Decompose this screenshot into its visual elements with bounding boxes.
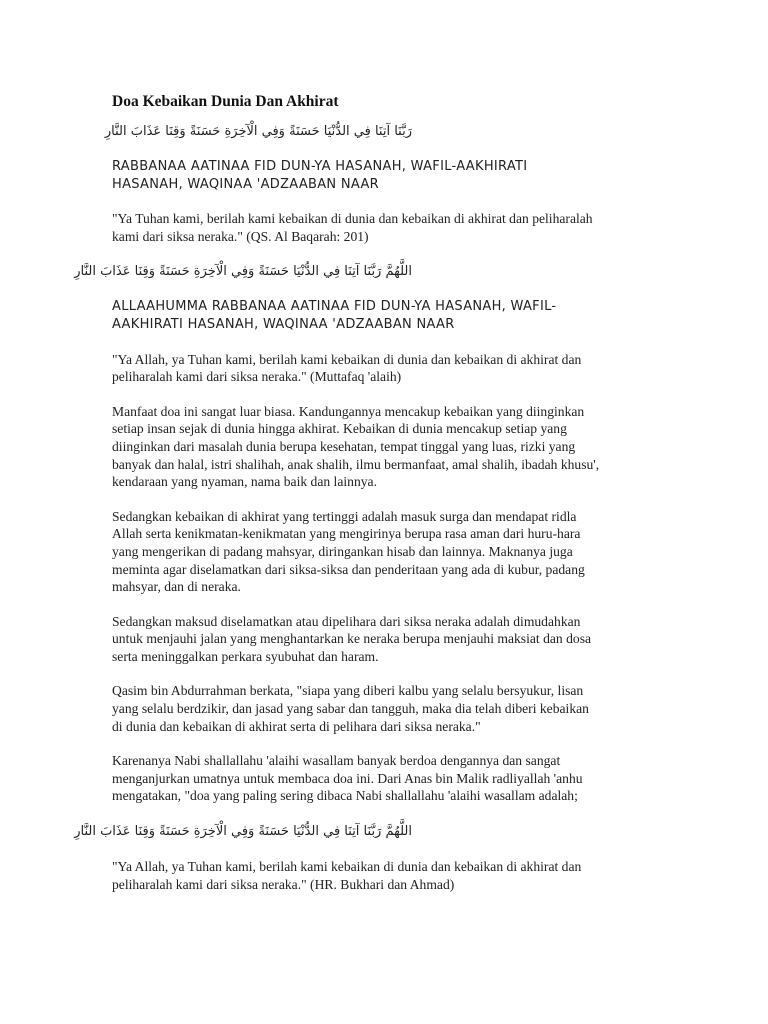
paragraph-line: diinginkan dari masalah dunia berupa kesehatan, tempat tinggal yang luas, rizki yang <box>112 438 576 454</box>
paragraph-line: Sedangkan kebaikan di akhirat yang tertinggi adalah masuk surga dan mendapat ridla <box>112 508 577 524</box>
paragraph-line: Manfaat doa ini sangat luar biasa. Kandungannya mencakup kebaikan yang diinginkan <box>112 403 585 419</box>
translation-2-line: peliharalah kami dari siksa neraka." (Muttafaq 'alaih) <box>112 369 402 385</box>
translation-1-line: kami dari siksa neraka." (QS. Al Baqarah: 201) <box>112 228 369 244</box>
paragraph-nabi <box>112 752 652 805</box>
paragraph-line: untuk menjauhi jalan yang menghantarkan ke neraka berupa menjauhi maksiat dan dosa <box>112 631 592 647</box>
arabic-prayer-2-block <box>74 262 412 282</box>
translation-2-line: "Ya Allah, ya Tuhan kami, berilah kami kebaikan di dunia dan kebaikan di akhirat dan <box>112 351 582 367</box>
translation-3-line: peliharalah kami dari siksa neraka." (HR. Bukhari dan Ahmad) <box>112 876 455 892</box>
paragraph-selamat <box>112 613 652 666</box>
transliteration-1-line: HASANAH, WAQINAA 'ADZAABAN NAAR <box>112 176 379 192</box>
document-title: Doa Kebaikan Dunia Dan Akhirat <box>112 93 339 110</box>
paragraph-line: Allah serta kenikmatan-kenikmatan yang mengirinya berupa rasa aman dari huru-hara <box>112 526 581 542</box>
transliteration-2-line: AAKHIRATI HASANAH, WAQINAA 'ADZAABAN NAAR <box>112 316 455 332</box>
arabic-prayer-1-block <box>104 122 412 142</box>
translation-1 <box>112 210 652 245</box>
paragraph-line: meminta agar diselamatkan dari siksa-siksa dan penderitaan yang ada di kubur, padang <box>112 561 585 577</box>
paragraph-line: mengatakan, "doa yang paling sering dibaca Nabi shallallahu 'alaihi wasallam adalah; <box>112 788 578 804</box>
paragraph-line: yang mengerikan di padang mahsyar, diringankan hisab dan lainnya. Maknanya juga <box>112 543 573 559</box>
translation-2 <box>112 351 652 386</box>
arabic-prayer-1: رَبَّنَا آتِنَا فِي الدُّنْيَا حَسَنَةً وَفِي الْآخِرَةِ حَسَنَةً وَقِنَا عَذَابَ النَّارِ <box>104 124 412 139</box>
transliteration-2 <box>112 298 652 333</box>
paragraph-line: serta meninggalkan perkara syubuhat dan haram. <box>112 648 379 664</box>
translation-3 <box>112 858 652 893</box>
arabic-prayer-3: اللَّهُمَّ رَبَّنَا آتِنَا فِي الدُّنْيَا حَسَنَةً وَفِي الْآخِرَةِ حَسَنَةً وَقِنَا عَذَابَ النَّارِ <box>74 824 412 840</box>
paragraph-line: banyak dan halal, istri shalihah, anak shalih, ilmu bermanfaat, amal shalih, ibadah khusu', <box>112 456 600 472</box>
transliteration-2-line: ALLAAHUMMA RABBANAA AATINAA FID DUN-YA HASANAH, WAFIL- <box>112 299 557 315</box>
transliteration-1-line: RABBANAA AATINAA FID DUN-YA HASANAH, WAFIL-AAKHIRATI <box>112 159 528 174</box>
paragraph-line: kendaraan yang nyaman, nama baik dan lainnya. <box>112 474 377 490</box>
paragraph-line: menganjurkan umatnya untuk membaca doa ini. Dari Anas bin Malik radliyallah 'anhu <box>112 770 583 786</box>
paragraph-line: yang selalu berdzikir, dan jasad yang sabar dan tangguh, maka dia telah diberi kebaikan <box>112 701 589 717</box>
paragraph-line: mahsyar, dan di neraka. <box>112 579 241 595</box>
document-page <box>74 92 652 910</box>
paragraph-manfaat <box>112 403 652 491</box>
paragraph-line: Sedangkan maksud diselamatkan atau dipelihara dari siksa neraka adalah dimudahkan <box>112 613 581 629</box>
paragraph-qasim <box>112 682 652 735</box>
translation-1-line: "Ya Tuhan kami, berilah kami kebaikan di dunia dan kebaikan di akhirat dan peliharalah <box>112 211 593 227</box>
transliteration-1 <box>112 158 652 193</box>
arabic-prayer-2: اللَّهُمَّ رَبَّنَا آتِنَا فِي الدُّنْيَا حَسَنَةً وَفِي الْآخِرَةِ حَسَنَةً وَقِنَا عَذَابَ النَّارِ <box>74 264 412 280</box>
arabic-prayer-3-block <box>74 822 412 842</box>
translation-3-line: "Ya Allah, ya Tuhan kami, berilah kami kebaikan di dunia dan kebaikan di akhirat dan <box>112 859 582 875</box>
paragraph-line: setiap insan sejak di dunia hingga akhirat. Kebaikan di dunia mencakup setiap yang <box>112 421 567 437</box>
paragraph-line: di dunia dan kebaikan di akhirat serta di pelihara dari siksa neraka." <box>112 718 481 734</box>
paragraph-line: Qasim bin Abdurrahman berkata, "siapa yang diberi kalbu yang selalu bersyukur, lisan <box>112 683 584 699</box>
paragraph-line: Karenanya Nabi shallallahu 'alaihi wasallam banyak berdoa dengannya dan sangat <box>112 753 561 769</box>
paragraph-akhirat <box>112 508 652 596</box>
